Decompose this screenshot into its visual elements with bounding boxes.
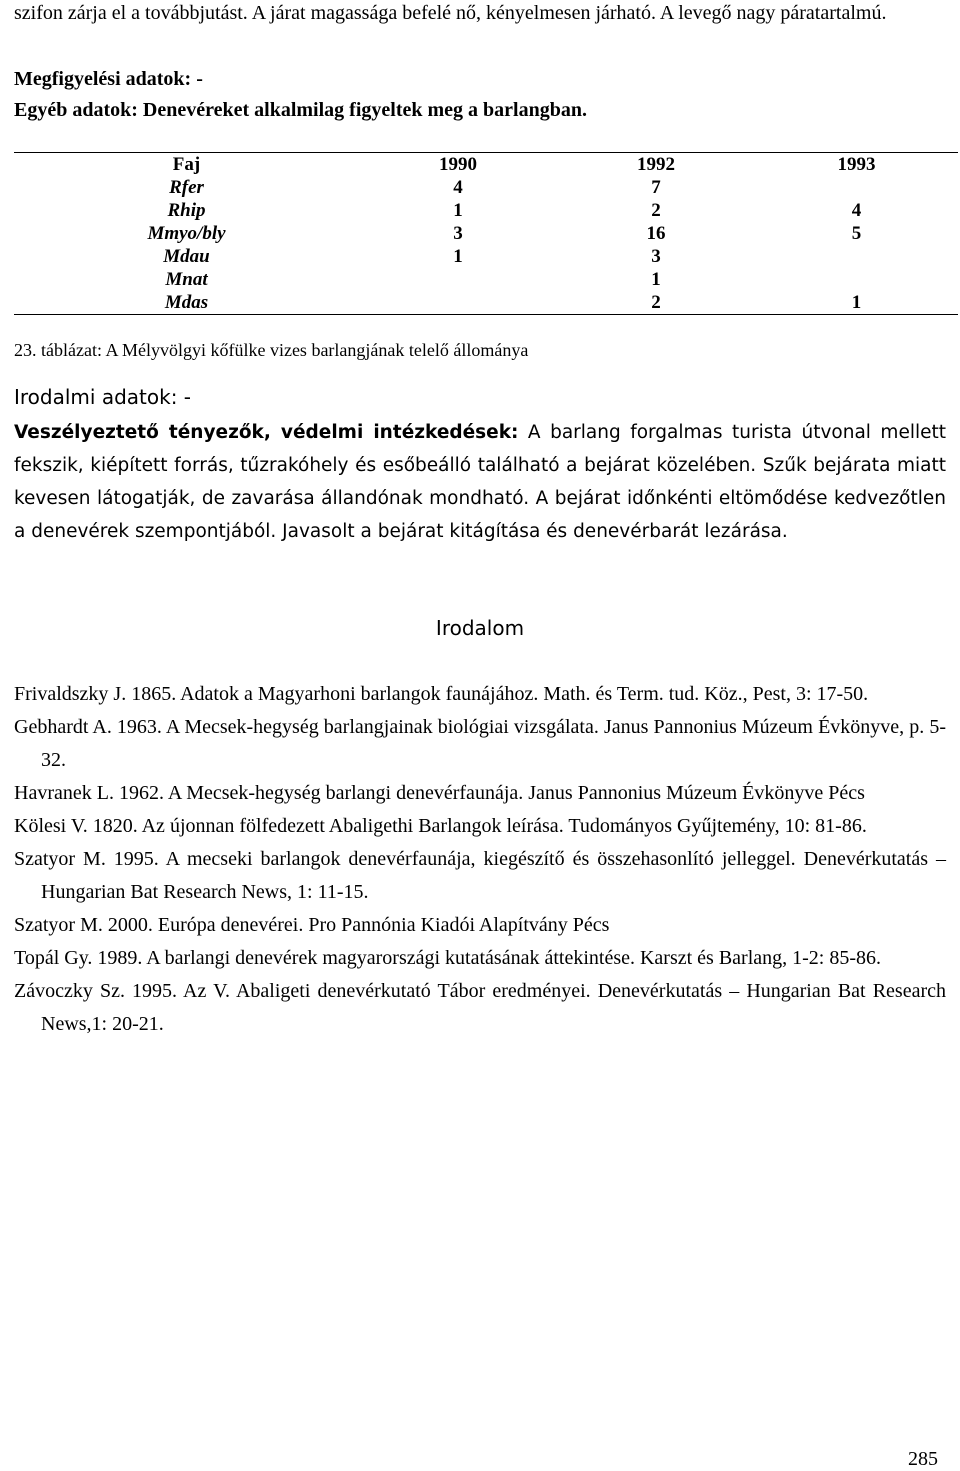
count-cell: 7 — [651, 177, 661, 198]
species-cell: Mdas — [164, 292, 209, 313]
count-cell — [755, 268, 958, 291]
table-row — [14, 222, 958, 245]
species-cell: Rfer — [169, 177, 204, 198]
literature-value: - — [177, 385, 192, 409]
references-heading: Irodalom — [435, 616, 525, 640]
threats-paragraph — [14, 416, 946, 548]
reference-item: Závoczky Sz. 1995. Az V. Abaligeti denevérkutató Tábor eredményei. Denevérkutatás – Hungarian Bat Research News,1: 20-21. — [14, 980, 946, 1035]
threats-label: Veszélyeztető tényezők, védelmi intézkedések: — [14, 422, 519, 443]
other-data-line — [14, 97, 946, 123]
intro-text: szifon zárja el a továbbjutást. A járat magassága befelé nő, kényelmesen járható. A levegő nagy páratartalmú. — [14, 2, 887, 24]
table-row — [14, 268, 958, 291]
reference-item: Frivaldszky J. 1865. Adatok a Magyarhoni barlangok faunájához. Math. és Term. tud. Köz., Pest, 3: 17-50. — [14, 683, 869, 705]
observation-line — [14, 66, 946, 92]
count-cell: 3 — [651, 246, 661, 267]
table-header-cell: Faj — [172, 154, 201, 175]
table-row — [14, 199, 958, 222]
reference-item: Gebhardt A. 1963. A Mecsek-hegység barlangjainak biológiai vizsgálata. Janus Pannonius Múzeum Évkönyve, p. 5-32. — [14, 716, 946, 771]
table-header-cell: 1992 — [637, 154, 675, 175]
species-cell: Rhip — [167, 200, 206, 221]
table-row — [14, 176, 958, 199]
count-cell: 2 — [651, 200, 661, 221]
count-cell: 5 — [851, 223, 862, 244]
table-caption: 23. táblázat: A Mélyvölgyi kőfülke vizes barlangjának telelő állománya — [14, 340, 529, 360]
species-table — [14, 152, 958, 315]
intro-paragraph — [14, 0, 946, 26]
page-number: 285 — [908, 1448, 938, 1470]
count-cell: 1 — [651, 269, 661, 290]
reference-item: Szatyor M. 2000. Európa denevérei. Pro Pannónia Kiadói Alapítvány Pécs — [14, 914, 610, 936]
species-cell: Mdau — [163, 246, 210, 267]
reference-item: Topál Gy. 1989. A barlangi denevérek magyarországi kutatásának áttekintése. Karszt és Barlang, 1-2: 85-86. — [14, 947, 882, 969]
count-cell: 1 — [851, 292, 862, 313]
observation-value: - — [191, 68, 203, 90]
reference-item: Kölesi V. 1820. Az újonnan fölfedezett Abaligethi Barlangok leírása. Tudományos Gyűjtemény, 10: 81-86. — [14, 815, 867, 837]
species-cell: Mmyo/bly — [147, 223, 226, 244]
species-cell: Mnat — [165, 269, 208, 290]
count-cell: 2 — [651, 292, 661, 313]
count-cell — [755, 245, 958, 268]
count-cell — [359, 268, 557, 291]
count-cell — [359, 291, 557, 315]
count-cell: 1 — [453, 246, 463, 267]
reference-item: Havranek L. 1962. A Mecsek-hegység barlangi denevérfaunája. Janus Pannonius Múzeum Évkönyve Pécs — [14, 782, 865, 804]
table-row — [14, 245, 958, 268]
other-value: Denevéreket alkalmilag figyeltek meg a barlangban. — [137, 99, 587, 121]
table-header-cell: 1993 — [837, 154, 876, 175]
table-row — [14, 291, 958, 315]
count-cell: 16 — [646, 223, 666, 244]
count-cell: 3 — [453, 223, 463, 244]
count-cell — [755, 176, 958, 199]
reference-list — [14, 678, 946, 1041]
count-cell: 4 — [851, 200, 862, 221]
threats-text: A barlang forgalmas turista útvonal mellett fekszik, kiépített forrás, tűzrakóhely és esőbeálló található a bejárat közelében. Szűk bejárata miatt kevesen látogatják, de zavarása állandónak mondható. A bejárat időnkénti eltömődése kedvezőtlen a denevérek szempontjából. Javasolt a bejárat kitágítása és denevérbarát lezárása. — [14, 422, 946, 542]
other-label: Egyéb adatok: — [14, 99, 138, 121]
literature-label: Irodalmi adatok: — [14, 385, 178, 409]
literature-line — [14, 384, 946, 410]
count-cell: 1 — [453, 200, 463, 221]
reference-item: Szatyor M. 1995. A mecseki barlangok denevérfaunája, kiegészítő és összehasonlító jelleggel. Denevérkutatás – Hungarian Bat Research News, 1: 11-15. — [14, 848, 946, 903]
table-header-cell: 1990 — [439, 154, 477, 175]
table-header-row — [14, 153, 958, 177]
count-cell: 4 — [453, 177, 463, 198]
observation-label: Megfigyelési adatok: — [14, 68, 192, 90]
